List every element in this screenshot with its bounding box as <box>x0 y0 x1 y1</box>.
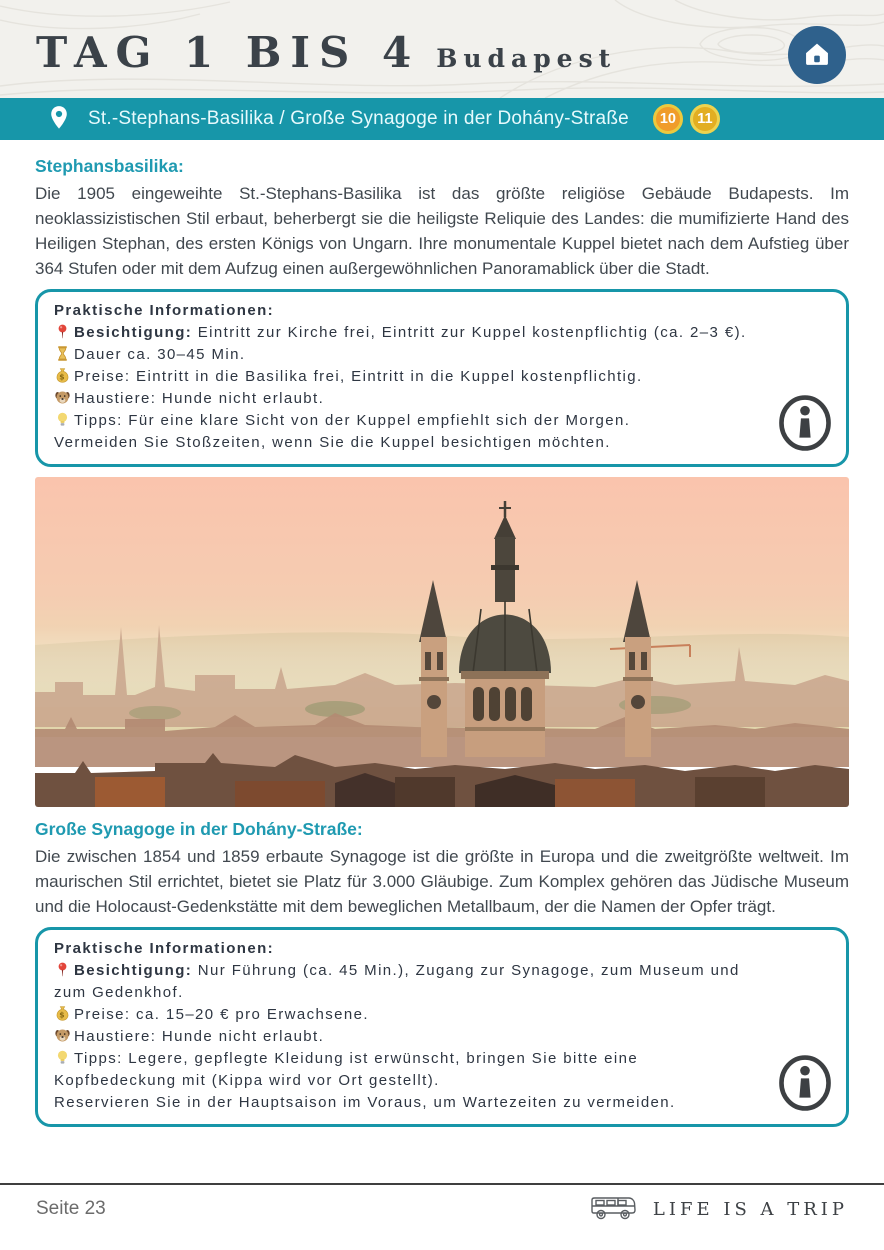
camper-van-icon <box>589 1194 637 1224</box>
info-line-besichtigung <box>54 322 758 344</box>
money-icon <box>54 367 71 384</box>
info-line-text: Tipps: Legere, gepflegte Kleidung ist erwünscht, bringen Sie bitte eine Kopfbedeckung mit (Kippa wird vor Ort gestellt). <box>54 1050 639 1089</box>
home-icon <box>801 38 833 73</box>
info-line-text: Preise: ca. 15–20 € pro Erwachsene. <box>74 1006 369 1023</box>
day-range-title: TAG 1 BIS 4 <box>36 28 421 77</box>
money-icon <box>54 1005 71 1022</box>
location-banner <box>0 98 884 140</box>
bulb-icon <box>54 411 71 428</box>
info-line-text: Dauer ca. 30–45 Min. <box>74 346 246 363</box>
infobox-basilika <box>35 289 849 467</box>
infobox-title: Praktische Informationen: <box>54 940 275 957</box>
location-pin-icon <box>48 105 70 133</box>
main-content <box>0 140 884 1127</box>
map-badge-11[interactable]: 11 <box>690 104 720 134</box>
info-line-tipps <box>54 1048 758 1092</box>
info-line-text: Nur Führung (ca. 45 Min.), Zugang zur Synagoge, zum Museum und zum Gedenkhof. <box>54 962 740 1001</box>
hourglass-icon <box>54 345 71 362</box>
info-line-haustiere <box>54 388 758 410</box>
info-line-text: Preise: Eintritt in die Basilika frei, Eintritt in die Kuppel kostenpflichtig. <box>74 368 643 385</box>
map-number-badges <box>653 104 720 134</box>
city-subtitle: Budapest <box>436 44 617 73</box>
dog-icon <box>54 1027 71 1044</box>
svg-text:$: $ <box>59 372 66 382</box>
section-heading-synagoge: Große Synagoge in der Dohány-Straße: <box>35 819 363 839</box>
info-circle-icon <box>778 1054 832 1112</box>
infobox-title: Praktische Informationen: <box>54 302 275 319</box>
red-pin-icon <box>54 323 71 340</box>
page-footer <box>0 1183 884 1224</box>
info-circle-icon <box>778 394 832 452</box>
brand-logo <box>589 1194 848 1224</box>
info-line-text: Tipps: Für eine klare Sicht von der Kuppel empfiehlt sich der Morgen. <box>74 412 631 429</box>
info-line-text: Reservieren Sie in der Hauptsaison im Voraus, um Wartezeiten zu vermeiden. <box>54 1094 676 1111</box>
dog-icon <box>54 389 71 406</box>
page-header <box>0 0 884 98</box>
info-line-dauer <box>54 344 758 366</box>
info-line-haustiere <box>54 1026 758 1048</box>
home-button[interactable] <box>788 26 846 84</box>
budapest-basilica-photo <box>35 477 849 807</box>
section-body-basilika: Die 1905 eingeweihte St.-Stephans-Basilika ist das größte religiöse Gebäude Budapests. Im neoklassizistischen Stil erbaut, beherbergt sie die heiligste Reliquie des Landes: die mumifizierte Hand des Heiligen Stephan, des ersten Königs von Ungarn. Ihre monumentale Kuppel bietet nach dem Aufstieg über 364 Stufen oder mit dem Aufzug einen außergewöhnlichen Panoramablick über die Stadt. <box>35 184 849 278</box>
info-line-text: Eintritt zur Kirche frei, Eintritt zur Kuppel kostenpflichtig (ca. 2–3 €). <box>192 324 747 341</box>
red-pin-icon <box>54 961 71 978</box>
brand-name: LIFE IS A TRIP <box>652 1198 848 1220</box>
info-line-continuation <box>54 1092 758 1114</box>
info-line-preise <box>54 1004 758 1026</box>
infobox-synagoge <box>35 927 849 1127</box>
map-badge-10[interactable]: 10 <box>653 104 683 134</box>
banner-title: St.-Stephans-Basilika / Große Synagoge in der Dohány-Straße <box>88 108 629 129</box>
info-line-text: Haustiere: Hunde nicht erlaubt. <box>74 390 325 407</box>
info-line-bold: Besichtigung: <box>74 324 193 341</box>
svg-text:$: $ <box>59 1010 66 1020</box>
info-line-continuation <box>54 432 758 454</box>
info-line-preise <box>54 366 758 388</box>
section-body-synagoge: Die zwischen 1854 und 1859 erbaute Synagoge ist die größte in Europa und die zweitgrößte weltweit. Im maurischen Stil errichtet, bietet sie Platz für 3.000 Gläubige. Zum Komplex gehören das Jüdische Museum und die Holocaust-Gedenkstätte mit dem beweglichen Metallbaum, der die Namen der Opfer trägt. <box>35 847 849 916</box>
info-line-text: Vermeiden Sie Stoßzeiten, wenn Sie die Kuppel besichtigen möchten. <box>54 434 611 451</box>
info-line-bold: Besichtigung: <box>74 962 193 979</box>
info-line-besichtigung <box>54 960 758 1004</box>
info-line-tipps <box>54 410 758 432</box>
page-number: Seite 23 <box>36 1198 106 1219</box>
bulb-icon <box>54 1049 71 1066</box>
section-heading-basilika: Stephansbasilika: <box>35 156 184 176</box>
info-line-text: Haustiere: Hunde nicht erlaubt. <box>74 1028 325 1045</box>
page-title <box>36 28 616 77</box>
